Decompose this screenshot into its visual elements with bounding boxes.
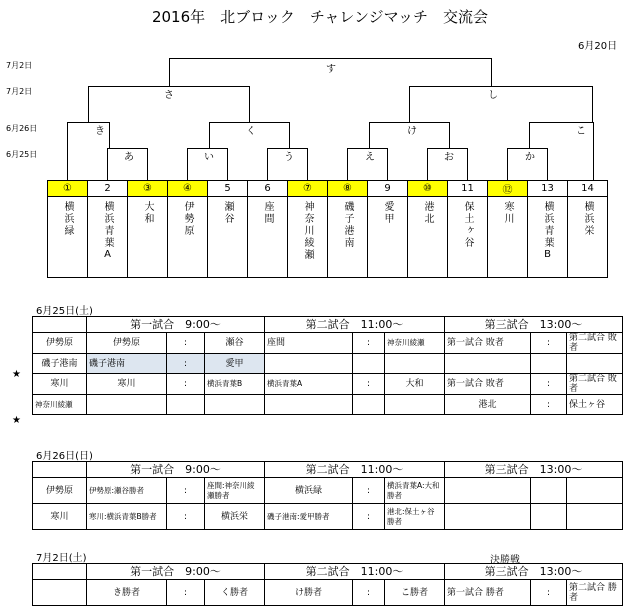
tournament-bracket-lines — [0, 0, 640, 182]
match2-header: 第二試合 11:00～ — [265, 317, 445, 333]
match-team — [567, 354, 623, 374]
match2-header: 第二試合 11:00～ — [265, 462, 445, 478]
venue-cell: 寒川 — [33, 374, 87, 395]
match-team: 神奈川綾瀬 — [385, 333, 445, 354]
team-name: 保土ヶ谷 — [462, 201, 473, 249]
team-name: 磯子港南 — [342, 201, 353, 249]
day3-schedule-table — [32, 563, 623, 606]
day3-heading: 7月2日(土) — [36, 553, 87, 564]
team-name: 伊勢原 — [182, 201, 193, 237]
round-date-final: 7月2日 — [6, 61, 33, 70]
vs-separator — [353, 395, 385, 415]
match-team — [265, 354, 353, 374]
team-name-cell — [88, 197, 128, 278]
team-name-cell — [528, 197, 568, 278]
team-name-cell — [288, 197, 328, 278]
bracket-label-u: う — [284, 152, 294, 163]
vs-separator: : — [353, 504, 385, 530]
bracket-label-ki: き — [95, 126, 105, 137]
venue-cell: 磯子港南 — [33, 354, 87, 374]
team-name: 港北 — [422, 201, 433, 225]
vs-separator: : — [531, 395, 567, 415]
team-name: 横浜栄 — [582, 201, 593, 237]
match-team: 横浜青葉A:大和勝者 — [385, 478, 445, 504]
table-row — [33, 580, 623, 606]
team-name-cell — [448, 197, 488, 278]
match-team — [445, 504, 531, 530]
vs-separator: : — [531, 333, 567, 354]
match-team: 第一試合 敗者 — [445, 333, 531, 354]
team-table — [47, 180, 608, 278]
venue-cell: 伊勢原 — [33, 478, 87, 504]
match-team: 港北 — [445, 395, 531, 415]
match-team: 磯子港南:愛甲勝者 — [265, 504, 353, 530]
table-row — [33, 504, 623, 530]
match-team: 第二試合 敗者 — [567, 374, 623, 395]
finals-label: 決勝戦 — [490, 555, 520, 566]
match-team — [445, 354, 531, 374]
match-team: 第二試合 敗者 — [567, 333, 623, 354]
team-number: ⑧ — [328, 181, 368, 197]
day3-header-row — [33, 564, 623, 580]
match-team: 座間:神奈川綾瀬勝者 — [205, 478, 265, 504]
table-row — [33, 333, 623, 354]
vs-separator: : — [167, 504, 205, 530]
team-name-cell — [568, 197, 608, 278]
team-name-cell — [488, 197, 528, 278]
team-number: ⑩ — [408, 181, 448, 197]
match3-header: 第三試合 13:00～ — [445, 317, 623, 333]
bracket-label-ko: こ — [576, 126, 586, 137]
venue-cell: 神奈川綾瀬 — [33, 395, 87, 415]
vs-separator: : — [167, 333, 205, 354]
bracket-label-ka: か — [525, 152, 535, 163]
team-name-cell — [368, 197, 408, 278]
match-team: 横浜緑 — [265, 478, 353, 504]
vs-separator: : — [531, 580, 567, 606]
team-number: 2 — [88, 181, 128, 197]
team-number: 5 — [208, 181, 248, 197]
match-team — [205, 395, 265, 415]
match-team: 横浜栄 — [205, 504, 265, 530]
team-number: ④ — [168, 181, 208, 197]
vs-separator — [167, 395, 205, 415]
vs-separator: : — [353, 478, 385, 504]
team-number: ⑫ — [488, 181, 528, 197]
team-name-cell — [168, 197, 208, 278]
vs-separator: : — [353, 580, 385, 606]
venue-cell: 寒川 — [33, 504, 87, 530]
table-row — [33, 395, 623, 415]
team-name: 寒川 — [502, 201, 513, 225]
match2-header: 第二試合 11:00～ — [265, 564, 445, 580]
day2-heading: 6月26日(日) — [36, 451, 93, 462]
match-team: 寒川:横浜青葉B勝者 — [87, 504, 167, 530]
match-team: こ勝者 — [385, 580, 445, 606]
bracket-label-a: あ — [124, 152, 134, 163]
match3-header: 第三試合 13:00～ — [445, 564, 623, 580]
team-name: 横浜青葉B — [542, 201, 553, 262]
match3-header: 第三試合 13:00～ — [445, 462, 623, 478]
match-team: 第二試合 勝者 — [567, 580, 623, 606]
page-title: 2016年 北ブロック チャレンジマッチ 交流会 — [151, 8, 489, 26]
team-name-cell — [48, 197, 88, 278]
match-team — [567, 504, 623, 530]
match-team: 瀬谷 — [205, 333, 265, 354]
vs-separator — [531, 504, 567, 530]
team-number: ⑦ — [288, 181, 328, 197]
vs-separator: : — [353, 333, 385, 354]
match-team: 伊勢原 — [87, 333, 167, 354]
team-name-cell — [208, 197, 248, 278]
match-team: 伊勢原:瀬谷勝者 — [87, 478, 167, 504]
venue-cell — [33, 580, 87, 606]
team-name-cell — [128, 197, 168, 278]
team-number: 11 — [448, 181, 488, 197]
match-team — [385, 354, 445, 374]
vs-separator: : — [167, 374, 205, 395]
match-team: 港北:保土ヶ谷勝者 — [385, 504, 445, 530]
match-team — [265, 395, 353, 415]
match-team: 横浜青葉A — [265, 374, 353, 395]
match-team — [567, 478, 623, 504]
team-name-cell — [328, 197, 368, 278]
vs-separator — [531, 354, 567, 374]
team-number: 13 — [528, 181, 568, 197]
bracket-label-su: す — [326, 64, 336, 75]
vs-separator: : — [167, 354, 205, 374]
day2-header-row — [33, 462, 623, 478]
match-team: 磯子港南 — [87, 354, 167, 374]
table-row — [33, 478, 623, 504]
table-row — [33, 354, 623, 374]
match-team: き勝者 — [87, 580, 167, 606]
vs-separator: : — [353, 374, 385, 395]
bracket-label-o: お — [444, 152, 454, 163]
star-marker: ★ — [12, 369, 21, 380]
match1-header: 第一試合 9:00～ — [87, 317, 265, 333]
team-number: 6 — [248, 181, 288, 197]
bracket-label-i: い — [204, 152, 214, 163]
match1-header: 第一試合 9:00～ — [87, 462, 265, 478]
match-team: け勝者 — [265, 580, 353, 606]
match-team — [385, 395, 445, 415]
match1-header: 第一試合 9:00～ — [87, 564, 265, 580]
team-name-cell — [408, 197, 448, 278]
team-name: 瀬谷 — [222, 201, 233, 225]
match-team — [87, 395, 167, 415]
team-number: 14 — [568, 181, 608, 197]
round-date-first: 6月25日 — [6, 150, 38, 159]
team-name: 横浜緑 — [62, 201, 73, 237]
day1-schedule-table — [32, 316, 623, 415]
team-number: ③ — [128, 181, 168, 197]
match-team: く勝者 — [205, 580, 265, 606]
day2-schedule-table — [32, 461, 623, 530]
round-date-quarter: 6月26日 — [6, 124, 38, 133]
vs-separator — [531, 478, 567, 504]
day1-header-row — [33, 317, 623, 333]
match-team: 座間 — [265, 333, 353, 354]
team-name: 大和 — [142, 201, 153, 225]
bracket-label-ke: け — [407, 126, 417, 137]
bracket-label-ku: く — [246, 126, 256, 137]
vs-separator: : — [167, 580, 205, 606]
match-team: 第一試合 敗者 — [445, 374, 531, 395]
match-team: 大和 — [385, 374, 445, 395]
round-date-semi: 7月2日 — [6, 87, 33, 96]
team-name: 横浜青葉A — [102, 201, 113, 262]
bracket-label-e: え — [365, 152, 375, 163]
star-marker: ★ — [12, 415, 21, 426]
team-name-cell — [248, 197, 288, 278]
match-team — [445, 478, 531, 504]
match-team: 愛甲 — [205, 354, 265, 374]
team-name: 座間 — [262, 201, 273, 225]
day1-heading: 6月25日(土) — [36, 306, 93, 317]
match-team: 保土ヶ谷 — [567, 395, 623, 415]
team-name: 愛甲 — [382, 201, 393, 225]
team-number: 9 — [368, 181, 408, 197]
vs-separator — [353, 354, 385, 374]
match-team: 横浜青葉B — [205, 374, 265, 395]
team-name: 神奈川綾瀬 — [302, 201, 313, 261]
match-team: 寒川 — [87, 374, 167, 395]
bracket-label-sa: さ — [164, 90, 174, 101]
vs-separator: : — [167, 478, 205, 504]
bracket-label-shi: し — [488, 90, 498, 101]
issue-date: 6月20日 — [578, 41, 618, 52]
vs-separator: : — [531, 374, 567, 395]
venue-cell: 伊勢原 — [33, 333, 87, 354]
team-number: ① — [48, 181, 88, 197]
match-team: 第一試合 勝者 — [445, 580, 531, 606]
table-row — [33, 374, 623, 395]
